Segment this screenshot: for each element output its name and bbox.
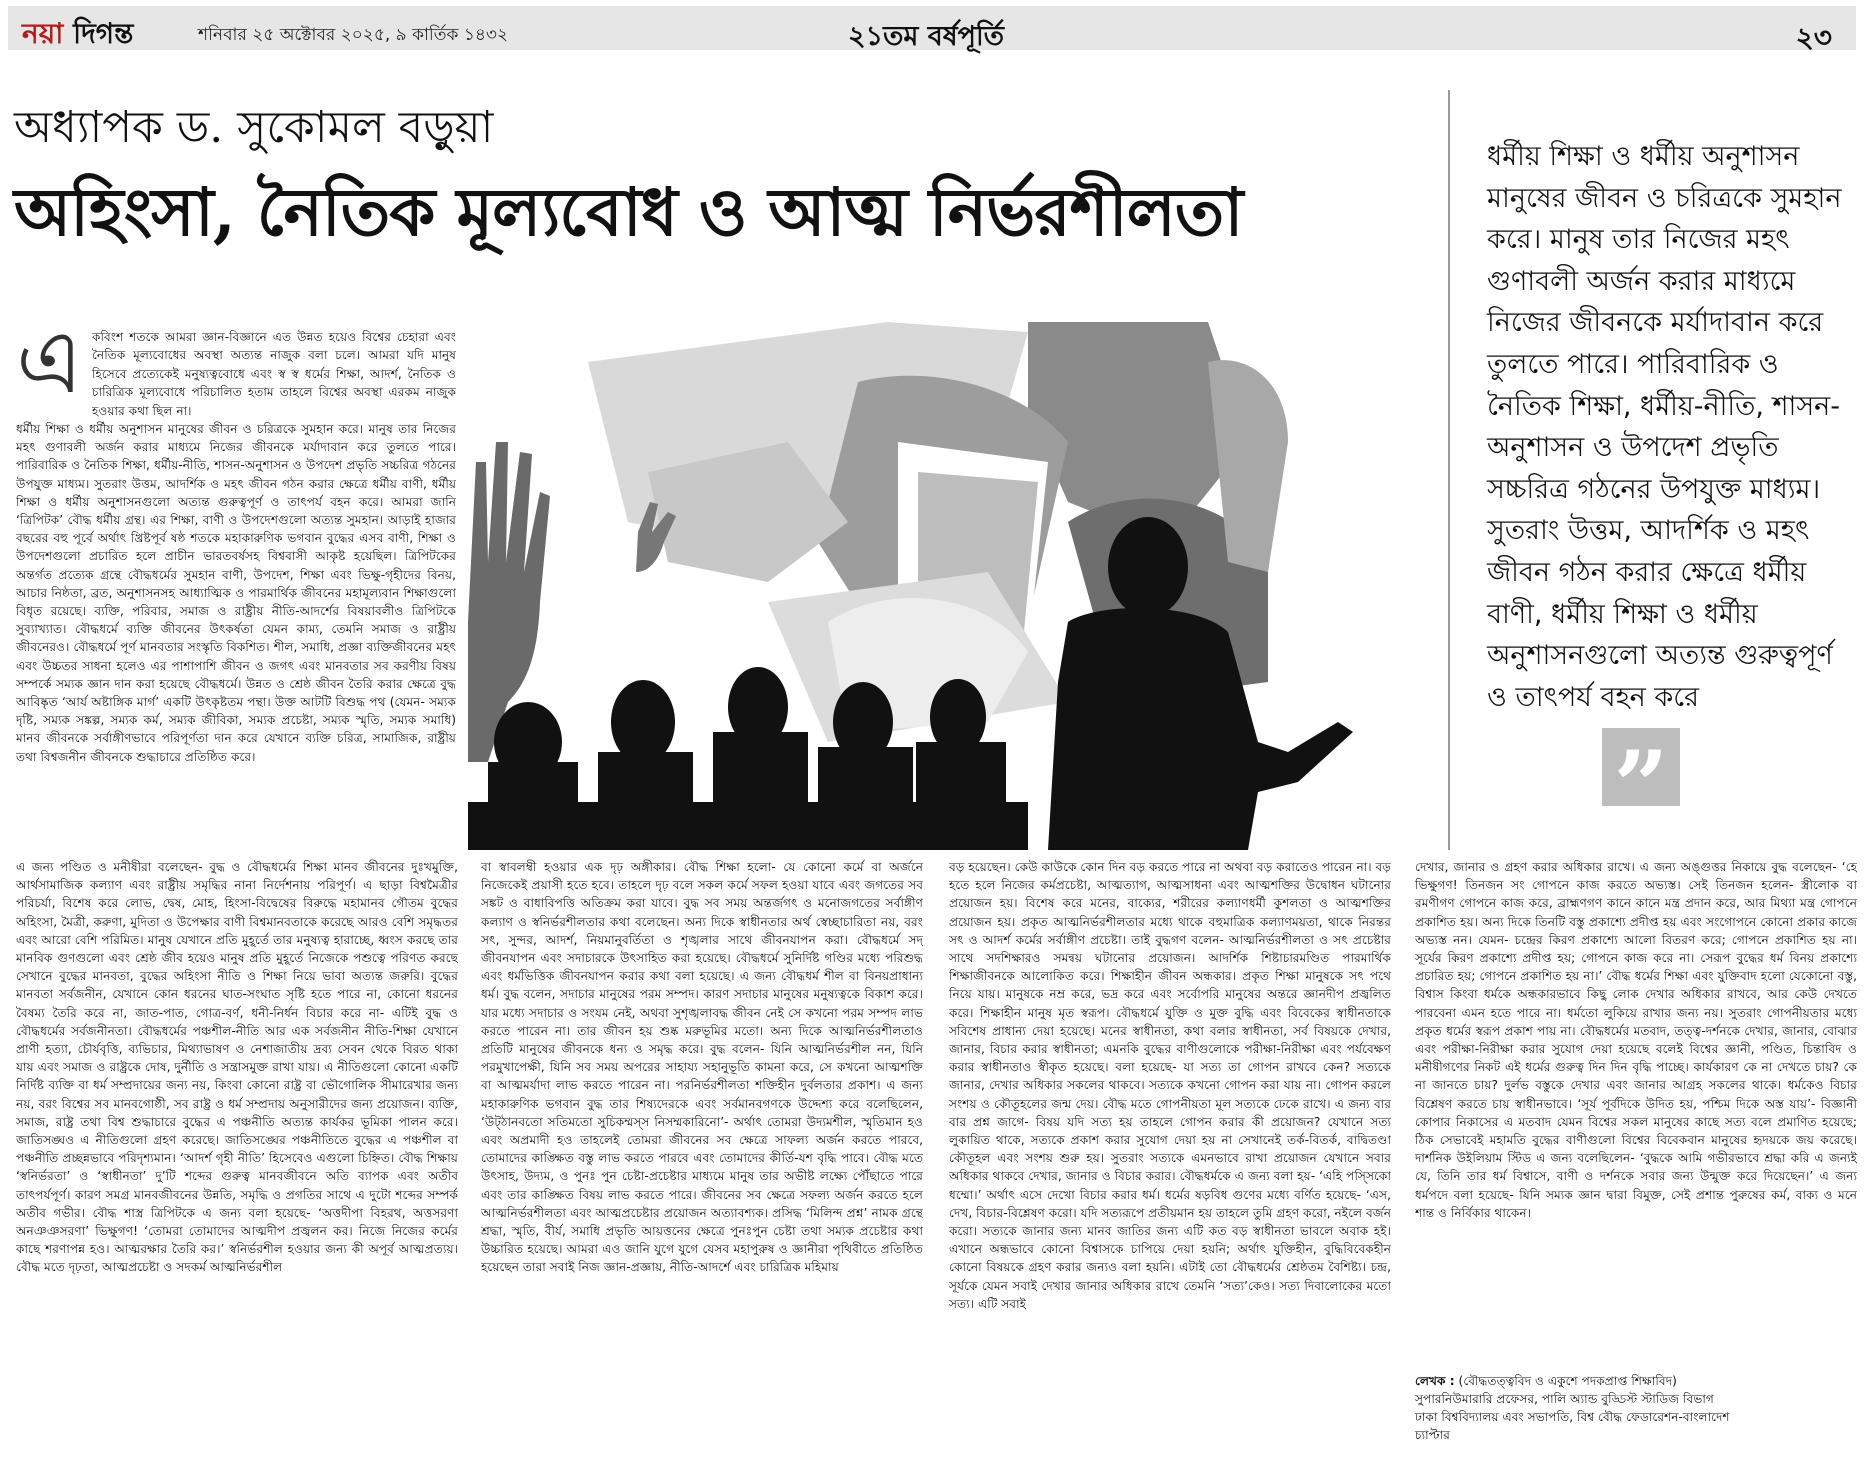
issue-date: শনিবার ২৫ অক্টোবর ২০২৫, ৯ কার্তিক ১৪৩২ (198, 25, 509, 45)
logo-text-2: দিগন্ত (73, 17, 134, 50)
author-credit (1415, 1372, 1857, 1444)
credit-desc: (বৌদ্ধতত্ত্ববিদ ও একুশে পদকপ্রাপ্ত শিক্ষাবিদ) (1454, 1374, 1677, 1388)
article-column-3: বড় হয়েছেন। কেউ কাউকে কোন দিন বড় করতে পারে না অথবা বড় করাতেও পারেন না। বড় হতে হলে নিজের কর্মপ্রচেষ্টা, আত্মত্যাগ, আত্মসাধনা এবং আত্মশক্তির উদ্বোধন ঘটানোর প্রয়োজন হয়। বিশেষ করে মনের, বাক্যের, শরীরের কল্যাণধর্মী কুশলতা ও আত্মশক্তির প্রয়োজন হয়। প্রকৃত আত্মনির্ভরশীলতার মধ্যে থাকে বহুমাত্রিক কল্যাণময়তা, থাকে নিরন্তর সৎ ও আদর্শ কর্মের সর্বাঙ্গীণ প্রচেষ্টা। তাই বুদ্ধগণ বলেন- আত্মনির্ভরশীলতা ও সৎ প্রচেষ্টার সাথে সদশিক্ষারও সমন্বয় ঘটানোর প্রয়োজন। আদর্শিক শিষ্টাচারমণ্ডিত পারমার্থিক শিক্ষাজীবনকে আলোকিত করে। শিক্ষাহীন জীবন অন্ধকার। প্রকৃত শিক্ষা মানুষকে সৎ পথে নিয়ে যায়। মানুষকে নম্র করে, ভদ্র করে এবং সর্বোপরি মানুষের অন্তরে জ্ঞানদীপ প্রজ্বলিত করে। শিক্ষাহীন মানুষ মৃত স্বরূপ। বৌদ্ধধর্মে যুক্তি ও মুক্ত বুদ্ধি এবং বিবেকের স্বাধীনতাকে সবিশেষ প্রাধান্য দেয়া হয়েছে। মনের স্বাধীনতা, কথা বলার স্বাধীনতা, সর্ব বিষয়কে দেখার, জানার, বিচার করার স্বাধীনতা; এমনকি বুদ্ধের বাণীগুলোকে পরীক্ষা-নিরীক্ষা এবং পর্যবেক্ষণ করার স্বাধীনতাও স্বীকৃত হয়েছে। বলা হয়েছে- যা সত্য তা গোপন রাখবে কেন? সত্যকে জানার, দেখার অধিকার সকলের থাকবে। সত্যকে কখনো গোপন করা যায় না। গোপন করলে সংশয় ও কৌতূহলের জন্ম দেয়। বৌদ্ধ মতে গোপনীয়তা মূল সত্যকে ঢেকে রাখে। এ জন্য বার বার প্রশ্ন জাগে- বিষয় যদি সত্য হয় তাহলে গোপন করার কী প্রয়োজন? যেখানে সত্য লুকায়িত থাকে, সত্যকে প্রকাশ করার সুযোগ দেয়া হয় না সেখানেই তর্ক-বিতর্ক, বাদ্বিতণ্ডা কৌতূহল এবং সংশয় শুরু হয়। সুতরাং সত্যকে এমনভাবে রাখা প্রয়োজন যেখানে সবার অধিকার থাকবে দেখার, জানার ও বিচার করার। বৌদ্ধধর্মকে এ জন্য বলা হয়- ‘এহি পস্সিকো ধম্মো।’ অর্থাৎ এসে দেখো বিচার করার ধর্ম। ধর্মের ষড়বিধ গুণের মধ্যে বর্ণিত হয়েছে- ‘এস, দেখ, বিচার-বিশ্লেষণ করো। যদি সত্যরূপে প্রতীয়মান হয় তাহলে তুমি গ্রহণ করো, নইলে বর্জন করো। সত্যকে জানার জন্য মানব জাতির জন্য এটি কত বড় স্বাধীনতা ভাবলে অবাক হই। এখানে অন্ধভাবে কোনো বিশ্বাসকে চাপিয়ে দেয়া হয়নি; অর্থাৎ যুক্তিহীন, বুদ্ধিবিবেকহীন কোনো বিষয়কে গ্রহণ করার জন্যও বলা হয়নি। এটাই তো বৌদ্ধধর্মের শ্রেষ্ঠতম বৈশিষ্ট্য। চন্দ্র, সূর্যকে যেমন সবাই দেখার জানার অধিকার রাখে তেমনি ‘সত্য’কেও। সত্য দিবালোকের মতো সত্য। এটি সবাই (949, 860, 1391, 1311)
section-title: ২১তম বর্ষপূর্তি (848, 21, 1004, 52)
article-column-2: বা স্বাবলম্বী হওয়ার এক দৃঢ় অঙ্গীকার। বৌদ্ধ শিক্ষা হলো- যে কোনো কর্মে বা অর্জনে নিজেকেই প্রয়াসী হতে হবে। তাহলে দৃঢ় বলে সকল কর্মে সফল হওয়া যাবে এবং জগতের সব সঙ্কট ও বাধাবিপত্তি অতিক্রম করা যাবে। বুদ্ধ সব সময় অন্তর্জগৎ ও মনোজগতের সর্বাঙ্গীণ কল্যাণ ও স্বনির্ভরশীলতার কথা বলেছেন। অন্য দিকে স্বাধীনতার অর্থ স্বেচ্ছাচারিতা নয়, বরং সৎ, সুন্দর, আদর্শ, নিয়মানুবর্তিতা ও শৃঙ্খলার সাথে জীবনযাপন করা। বৌদ্ধধর্মে সদ্ জীবনযাপন এবং সদাচারকে উৎসাহিত করা হয়েছে। বৌদ্ধধর্মে সুনির্দিষ্ট গণ্ডির মধ্যে পরিশুদ্ধ এবং ধর্মভিত্তিক জীবনযাপন করার কথা বলা হয়েছে। এ জন্য বৌদ্ধধর্ম শীল বা বিনয়প্রাধান্য ধর্ম। বুদ্ধ বলেন, সদাচার মানুষের পরম সম্পদ। কারণ সদাচার মানুষের মনুষ্যত্বকে বিকাশ করে। যার মধ্যে সদাচার ও সংযম নেই, অথবা সুশৃঙ্খলাবদ্ধ জীবন নেই সে কখনো পরম সম্পদ লাভ করতে পারেন না। তার জীবন হয় শুষ্ক মরুভূমির মতো। অন্য দিকে আত্মনির্ভরশীলতাও প্রতিটি মানুষের জীবনকে ধন্য ও সমৃদ্ধ করে। বুদ্ধ বলেন- যিনি আত্মনির্ভরশীল নন, যিনি পরমুখাপেক্ষী, যিনি সব সময় অপরের সাহায্য সহানুভূতি কামনা করে, সে কখনো আত্মশক্তি বা আত্মমর্যাদা লাভ করতে পারেন না। পরনির্ভরশীলতা শক্তিহীন দুর্বলতার প্রকাশ। এ জন্য মহাকারুণিক ভগবান বুদ্ধ তার শিষ্যদেরকে এবং সর্বমানবগণকে উদ্দেশ্য করে বলেছিলেন, ‘উট্‌ঠানবতো সতিমতো সুচিকম্মস্স নিসম্মকারিনো’- অর্থাৎ তোমরা উদ্যমশীল, স্মৃতিমান হও এবং অপ্রমাদী হও তাহলেই তোমরা জীবনের সব ক্ষেত্রে সাফল্য অর্জন করতে পারবে, তোমাদের কাঙ্ক্ষিত বস্তু লাভ করতে পারবে এবং তোমাদের কীর্তি-যশ বৃদ্ধি পাবে। বৌদ্ধ মতে উৎসাহ, উদ্যম, ও পুনঃ পুন চেষ্টা-প্রচেষ্টার মাধ্যমে মানুষ তার অভীষ্ট লক্ষ্যে পৌঁছাতে পারে এবং তার কাঙ্ক্ষিত বিষয় লাভ করতে পারে। জীবনের সব ক্ষেত্রে সফল্য অর্জন করতে হলে আত্মনির্ভরশীলতা এবং আত্মপ্রচেষ্টার প্রয়োজন অত্যাবশ্যক। প্রসিদ্ধ ‘মিলিন্দ প্রশ্ন’ নামক গ্রন্থে শ্রদ্ধা, স্মৃতি, বীর্য, সমাধি প্রভৃতি আয়ত্তনের ক্ষেত্রে পুনঃপুন চেষ্টা তথা সম্যক প্রচেষ্টার কথা উচ্চারিত হয়েছে। আমরা এও জানি যুগে যুগে যেসব মহাপুরুষ ও জ্ঞানীরা পৃথিবীতে প্রতিষ্ঠিত হয়েছেন তারা সবাই নিজ জ্ঞান-প্রজ্ঞায়, নীতি-আদর্শে এবং চারিত্রিক মহিমায় (481, 860, 923, 1275)
column-divider (1448, 90, 1450, 850)
credit-label: লেখক : (1415, 1374, 1455, 1388)
author-name: অধ্যাপক ড. সুকোমল বড়ুয়া (14, 102, 494, 153)
article-illustration (468, 322, 1368, 850)
intro-lead: কবিংশ শতকে আমরা জ্ঞান-বিজ্ঞানে এত উন্নত হয়েও বিশ্বের চেহারা এবং নৈতিক মূল্যবোধের অবস্থা অত্যন্ত নাজুক বলা চলে। আমরা যদি মানুষ হিসেবে প্রত্যেকেই মনুষ্যত্ববোধে এবং স্ব স্ব ধর্মের শিক্ষা, আদর্শ, নৈতিক ও চারিত্রিক মূল্যবোধে পরিচালিত হতাম তাহলে বিশ্বের অবস্থা এরকম নাজুক হওয়ার কথা ছিল না। (92, 330, 456, 418)
pull-quote: ধর্মীয় শিক্ষা ও ধর্মীয় অনুশাসন মানুষের জীবন ও চরিত্রকে সুমহান করে। মানুষ তার নিজের মহৎ গুণাবলী অর্জন করার মাধ্যমে নিজের জীবনকে মর্যাদাবান করে তুলতে পারে। পারিবারিক ও নৈতিক শিক্ষা, ধর্মীয়-নীতি, শাসন-অনুশাসন ও উপদেশ প্রভৃতি সচ্চরিত্র গঠনের উপযুক্ত মাধ্যম। সুতরাং উত্তম, আদর্শিক ও মহৎ জীবন গঠন করার ক্ষেত্রে ধর্মীয় বাণী, ধর্মীয় শিক্ষা ও ধর্মীয় অনুশাসনগুলো অত্যন্ত গুরুত্বপূর্ণ ও তাৎপর্য বহন করে (1487, 141, 1842, 713)
article-column-1: এ জন্য পণ্ডিত ও মনীষীরা বলেছেন- বুদ্ধ ও বৌদ্ধধর্মের শিক্ষা মানব জীবনের দুঃখমুক্তি, আর্থসামাজিক কল্যাণ এবং রাষ্ট্রীয় সমৃদ্ধির নানা নির্দেশনায় পরিপূর্ণ। এ ছাড়া বিশ্বমৈত্রীর পরিচর্যা, বিশেষ করে লোভ, দ্বেষ, মোহ, হিংসা-বিদ্বেষের বিরুদ্ধে মহামানব গৌতম বুদ্ধের অহিংসা, মৈত্রী, করুণা, মুদিতা ও উপেক্ষার বাণী বিশ্বমানবতাকে করেছে আরও বেশি সমৃদ্ধতর এবং আরো বেশি পরিমিত। মানুষ যেখানে প্রতি মুহূর্তে তার মনুষ্যত্ব হারাচ্ছে, ধ্বংস করছে তার মানবিক গুণগুলো এবং শ্রেষ্ঠ জীব হয়েও মানুষ প্রতি মুহূর্তে নিজেকে পশুত্বে পরিণত করছে সেখানে বুদ্ধের মানবতা, বুদ্ধের অহিংসা নীতি ও শিক্ষা নিয়ে ভাবা অত্যন্ত জরুরি। বুদ্ধের মানবতা সর্বজনীন, যেখানে কোন ধরনের ঘাত-সংঘাত সৃষ্টি হতে পারে না, কোনো ধরনের বৈষম্য তৈরি করে না, জাত-পাত, গোত্র-বর্ণ, ধনী-নির্ধন বিচার করে না- এটিই বুদ্ধ ও বৌদ্ধধর্মের সর্বজনীনতা। বৌদ্ধধর্মের পঞ্চশীল-নীতি আর এক সর্বজনীন নীতি-শিক্ষা যেখানে প্রাণী হত্যা, চৌর্যবৃত্তি, ব্যভিচার, মিথ্যাভাষণ ও নেশাজাতীয় দ্রব্য সেবন থেকে বিরত থাকা যায় এবং সমাজ ও রাষ্ট্রকে দোষ, দুর্নীতি ও সন্ত্রাসমুক্ত রাখা যায়। এ নীতিগুলো কোনো একটি নির্দিষ্ট ব্যক্তি বা ধর্ম সম্প্রদায়ের জন্য নয়, কিংবা কোনো রাষ্ট্র বা ভৌগোলিক সীমারেখার জন্য নয়, বরং বিশ্বের সব মানবগোষ্ঠী, সব রাষ্ট্র ও ধর্ম সম্প্রদায় অনুসারীদের জন্য প্রয়োজন। ব্যক্তি, সমাজ, রাষ্ট্র তথা বিশ্ব শুদ্ধাচারে বুদ্ধের এ পঞ্চনীতি অত্যন্ত কার্যকর ভূমিকা পালন করে। জাতিসঙ্ঘও এ নীতিগুলো গ্রহণ করেছে। জাতিসঙ্ঘের পঞ্চনীতিতে বুদ্ধের এ পঞ্চশীল বা পঞ্চনীতি প্রচ্ছন্নভাবে পরিদৃশ্যমান। ‘আদর্শ গৃহী নীতি’ হিসেবেও এগুলো চিহ্নিত। বৌদ্ধ শিক্ষায় ‘স্বনির্ভরতা’ ও ‘স্বাধীনতা’ দু’টি শব্দের গুরুত্ব মানবজীবনে অতি ব্যাপক এবং অতীব তাৎপর্যপূর্ণ। কারণ সমগ্র মানবজীবনের উন্নতি, সমৃদ্ধি ও প্রগতির সাথে এ দুটো শব্দের সম্পর্ক অতীব গভীর। বৌদ্ধ শাস্ত্র ত্রিপিটকে এ জন্য বলা হয়েছে- ‘অত্তদীপা বিহরথ, অত্তসরণা অনঞঞসরণা’ ভিক্ষুগণ! ‘তোমরা তোমাদের আত্মদীপ প্রজ্বলন কর। নিজে নিজের কর্মের কাছে শরণাপন্ন হও। আত্মরক্ষার তৈরি কর।’ স্বনির্ভরশীল হওয়ার জন্য কী অপূর্ব আত্মপ্রত্যয়। বৌদ্ধ মতে দৃঢ়তা, আত্মপ্রচেষ্টা ও সদকর্ম আত্মনির্ভরশীল (16, 860, 458, 1275)
credit-line-4: চ্যাপ্টার (1415, 1428, 1450, 1442)
article-headline: অহিংসা, নৈতিক মূল্যবোধ ও আত্ম নির্ভরশীলতা (14, 173, 1243, 251)
page-number: ২৩ (1795, 21, 1832, 54)
article-column-4: দেখার, জানার ও গ্রহণ করার অধিকার রাখে। এ জন্য অঙ্গুত্তর নিকায়ে বুদ্ধ বলেছেন- ‘হে ভিক্ষুগণ! তিনজন সং গোপনে কাজ করতে অভ্যস্ত। সেই তিনজন হলেন- স্ত্রীলোক বা রমণীগণ গোপনে কাজ করে, ব্রাহ্মণগণ কানে কানে মন্ত্র প্রদান করে, আর মিথ্যা মন্ত্র গোপনে প্রকাশিত হয়। অন্য দিকে তিনটি বস্তু প্রকাশ্যে প্রদীপ্ত হয় এবং সংগোপনে কোনো প্রকার কাজে অভ্যস্ত নন। যেমন- চন্দ্রের কিরণ প্রকাশ্যে আলো বিতরণ করে; গোপনে প্রকাশিত হয় না। সূর্যের কিরণ প্রকাশ্যে প্রদীপ্ত হয়; গোপনে কাজ করে না। সেরূপ বুদ্ধের ধর্ম বিনয় প্রকাশ্যে প্রচারিত হয়; গোপনে প্রকাশিত হয় না।’ বৌদ্ধ ধর্মের শিক্ষা এবং যুক্তিবাদ হলো যেকোনো বস্তু, বিশ্বাস কিংবা ধর্মকে অন্ধকারভাবে কিছু লোক দেখার অধিকার রাখবে, আর কেউ দেখতে পারবেনা এমন হতে পারে না। ধর্মতো লুকিয়ে রাখার জন্য নয়। সুতরাং গোপনীয়তার মধ্যে প্রকৃত ধর্মের স্বরূপ প্রকাশ পায় না। বৌদ্ধধর্মের মতবাদ, তত্ত্ব-দর্শনকে দেখার, জানার, বোঝার এবং পরীক্ষা-নিরীক্ষা করার সুযোগ দেয়া হয়েছে বলেই বিশ্বের জ্ঞানী, পণ্ডিত, চিন্তাবিদ ও মনীষীগণের নিকট এই ধর্মের গুরুত্ব দিন দিন বৃদ্ধি পাচ্ছে। কার্যকারণ কে না দেখতে চায়? কে না জানতে চায়? দুর্লভ বস্তুকে দেখার এবং জানার আগ্রহ সকলের থাকে। ধর্মকেও বিচার বিশ্লেষণ করতে চায় স্বাধীনভাবে। ‘সূর্য পূর্বদিকে উদিত হয়, পশ্চিম দিকে অস্ত যায়’- বিজ্ঞানী কোপার নিকাসের এ মতবাদ যেমন বিশ্বের সকল মানুষের কাছে সত্য বলে প্রমাণিত হয়েছে; ঠিক সেভাবেই মহামতি বুদ্ধের বাণীগুলো বিশ্বের বিবেকবান মানুষের হৃদয়কে জয় করেছে। দার্শনিক উইলিয়াম স্টিড এ জন্য বলেছিলেন- ‘বুদ্ধকে আমি গভীরভাবে শ্রদ্ধা করি এ জন্যই যে, তিনি তার ধর্ম বিশ্বাসে, বাণী ও দর্শনকে সবার জন্য উন্মুক্ত করে দিয়েছেন।’ এ জন্য ধর্মপদে বলা হয়েছে- যিনি সম্যক জ্ঞান দ্বারা বিমুক্ত, সেই প্রশান্ত পুরুষের কর্ম, বাক্য ও মনে শান্ত ও নির্বিকার থাকেন। (1415, 860, 1857, 1220)
credit-line-3: ঢাকা বিশ্ববিদ্যালয় এবং সভাপতি, বিশ্ব বৌদ্ধ ফেডারেশন-বাংলাদেশ (1415, 1410, 1730, 1424)
credit-line-2: সুপারনিউমারারি প্রফেসর, পালি অ্যান্ড বুড্ডিস্ট স্টাডিজ বিভাগ (1415, 1392, 1714, 1406)
quote-mark-icon: ” (1602, 728, 1680, 806)
intro-body: ধর্মীয় শিক্ষা ও ধর্মীয় অনুশাসন মানুষের জীবন ও চরিত্রকে সুমহান করে। মানুষ তার নিজের মহৎ গুণাবলী অর্জন করার মাধ্যমে নিজের জীবনকে মর্যাদাবান করে তুলতে পারে। পারিবারিক ও নৈতিক শিক্ষা, ধর্মীয়-নীতি, শাসন-অনুশাসন ও উপদেশ প্রভৃতি সচ্চরিত্র গঠনের উপযুক্ত মাধ্যম। সুতরাং উত্তম, আদর্শিক ও মহৎ জীবন গঠন করার ক্ষেত্রে ধর্মীয় বাণী, ধর্মীয় শিক্ষা ও ধর্মীয় অনুশাসনগুলো অত্যন্ত গুরুত্বপূর্ণ ও তাৎপর্য বহন করে। আমরা জানি ‘ত্রিপিটক’ বৌদ্ধ ধর্মীয় গ্রন্থ। এর শিক্ষা, বাণী ও উপদেশগুলো অত্যন্ত সুমহান। আড়াই হাজার বছরের বহু পূর্বে অর্থাৎ খ্রিষ্টপূর্ব ষষ্ঠ শতকে মহাকারুণিক ভগবান বুদ্ধের এসব বাণী, শিক্ষা ও উপদেশগুলো প্রচারিত হলে প্রাচীন ভারতবর্ষসহ বিশ্ববাসী আকৃষ্ট হয়েছিল। ত্রিপিটকের অন্তর্গত প্রত্যেক গ্রন্থে বৌদ্ধধর্মের সুমহান বাণী, উপদেশ, শিক্ষা এবং ভিক্ষু-গৃহীদের বিনয়, আচার নিষ্ঠতা, ব্রত, অনুশাসনসহ আধ্যাত্মিক ও পারমার্থিক জীবনের মহামূল্যবান শিক্ষাগুলো বিধৃত রয়েছে। ব্যক্তি, পরিবার, সমাজ ও রাষ্ট্রীয় নীতি-আদর্শের বিষয়াবলীও ত্রিপিটকে সুব্যাখ্যাত। বৌদ্ধধর্মে ব্যক্তি জীবনের উৎকর্ষতা যেমন কাম্য, তেমনি সমাজ ও রাষ্ট্রীয় জীবনেরও। বৌদ্ধধর্মে পূর্ণ মানবতার সংস্কৃতি বিকশিত। শীল, সমাধি, প্রজ্ঞা ব্যক্তিজীবনের মহৎ এবং উচ্চতর সাধনা হলেও এর পাশাপাশি জীবন ও জগৎ এবং মানবতার সব করণীয় বিষয় সম্পর্কে সম্যক জ্ঞান দান করা হয়েছে বৌদ্ধধর্মে। উন্নত ও শ্রেষ্ঠ জীবন তৈরি করার ক্ষেত্রে বুদ্ধ আবিষ্কৃত ‘আর্য অষ্টাঙ্গিক মার্গ’ একটি উৎকৃষ্টতম পন্থা। উক্ত আটটি বিশুদ্ধ পথ (যেমন- সম্যক দৃষ্টি, সম্যক সঙ্কল্প, সম্যক কর্ম, সম্যক জীবিকা, সম্যক প্রচেষ্টা, সম্যক স্মৃতি, সম্যক সমাধি) মানব জীবনকে সর্বাঙ্গীণভাবে পরিপূর্ণতা দান করে যেখানে ব্যক্তি চরিত্র, সামাজিক, রাষ্ট্রীয় তথা বিশ্বজনীন জীবনকে শুদ্ধাচারে প্রতিষ্ঠিত করে। (16, 422, 456, 764)
drop-cap: এ (16, 310, 83, 413)
masthead-strip (8, 6, 1856, 54)
logo-text-1: নয়া (22, 17, 74, 50)
newspaper-logo[interactable] (22, 16, 133, 52)
